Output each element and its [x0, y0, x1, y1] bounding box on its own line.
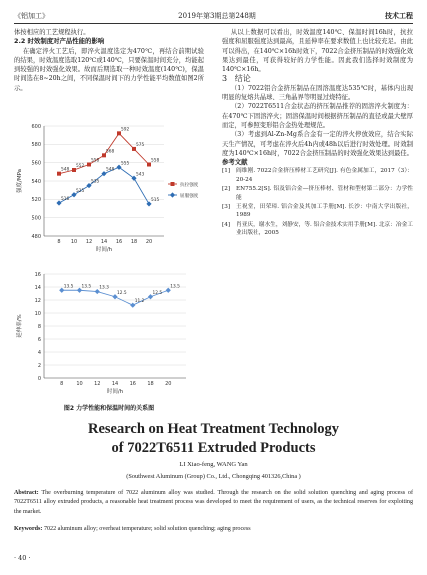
issue-info: 2019年第3期总第248期: [178, 12, 256, 20]
header-rule: [14, 23, 413, 24]
data-label: 548: [106, 167, 115, 173]
section-number: 3: [222, 74, 228, 84]
y-tick-label: 500: [31, 215, 41, 222]
elongation-chart: [14, 268, 204, 400]
x-axis-label: 时间/h: [95, 247, 113, 253]
english-keywords: [14, 526, 413, 532]
data-label: 13.5: [170, 284, 180, 290]
x-tick-label: 16: [115, 239, 123, 245]
y-tick-label: 0: [37, 375, 41, 382]
y-tick-label: 6: [37, 336, 41, 343]
legend-label: 屈服强度: [180, 193, 199, 199]
y-tick-label: 540: [31, 178, 41, 185]
data-label: 548: [61, 167, 70, 173]
data-label: 552: [76, 164, 85, 169]
y-tick-label: 480: [31, 233, 41, 240]
x-tick-label: 20: [165, 381, 172, 387]
data-label: 558: [91, 158, 100, 164]
reference-number: [2]: [222, 186, 231, 193]
english-title-line-1: Research on Heat Treatment Technology: [87, 421, 340, 437]
legend-swatch-marker: [170, 192, 175, 197]
legend-swatch-marker: [171, 182, 175, 186]
data-label: 13.3: [99, 285, 109, 291]
data-label: 535: [91, 179, 100, 185]
y-tick-label: 8: [37, 323, 41, 330]
reference-number: [3]: [222, 203, 231, 210]
conclusion-3: （3）考虑到Al-Zn-Mg系合金有一定的淬火停放效应，结合实际天生产情况，可考虑在淬火后4h内或48h以后进行时效处理。时效制度为140℃×16h时，7022合金挤压制品的时效强化效果达到最佳。: [222, 131, 413, 157]
english-abstract: [14, 489, 413, 517]
page-number: · 40 ·: [14, 554, 31, 562]
x-tick-label: 8: [57, 239, 61, 245]
english-title: [0, 420, 427, 458]
reference-number: [1]: [222, 168, 231, 175]
data-label: 543: [136, 172, 145, 178]
x-tick-label: 10: [70, 239, 78, 245]
y-tick-label: 4: [37, 349, 41, 356]
keywords-label: Keywords:: [14, 526, 43, 532]
x-tick-label: 12: [85, 239, 93, 245]
conclusion-2: （2）7022T6511合金状态的挤压制品推荐的固溶淬火制度为：在470℃下固溶淬火；固溶保温时间根据挤压制品的直径或最大壁厚而定，可参照变形铝合金热处理规范。: [222, 103, 413, 129]
journal-name: 《铝加工》: [14, 12, 49, 20]
strength-chart-svg: [14, 120, 204, 258]
references-heading: 参考文献: [222, 158, 248, 167]
x-tick-label: 14: [100, 239, 108, 245]
x-tick-label: 16: [129, 381, 136, 387]
y-tick-label: 520: [31, 197, 41, 204]
left-column: [14, 28, 204, 93]
data-label: 575: [136, 142, 145, 148]
reference-text: EN755.2[S]. 铝及铝合金—挤压棒材、管材和型材第二部分：力学性能: [236, 186, 413, 201]
reference-item: [222, 221, 413, 238]
abstract-text: The overburning temperature of 7022 aluminum alloy was studied. Through the research on the solid solution quenching and aging process of 7022T6511 alloy extruded products, a reasonable heat treatment process was developed to meet the requirement of users, as the technical reserves for exploiting the market.: [14, 490, 413, 515]
y-axis-label: 延伸率/%: [17, 314, 23, 338]
section-name: 技术工程: [384, 12, 413, 20]
keywords-text: 7022 aluminum alloy; overheat temperature; solid solution quenching; aging process: [42, 526, 251, 532]
y-axis-label: 强度/MPa: [17, 168, 23, 194]
reference-number: [4]: [222, 221, 231, 228]
x-tick-label: 10: [76, 381, 83, 387]
body-paragraph: 在确定淬火工艺后，即淬火温度选定为470℃，再结合前期试验的结果，时效温度选取120℃或140℃，只要保温时间充分，均能起到较强的时效强化效果。故而后期选取一种时效温度(140℃)，保温时间选在8~20h之间，不同保温时间下的力学性能平均数值如图2所示。: [14, 47, 204, 92]
y-tick-label: 10: [34, 310, 41, 317]
y-tick-label: 2: [37, 362, 41, 369]
x-tick-label: 18: [147, 381, 154, 387]
right-column: [222, 28, 413, 238]
strength-chart: [14, 120, 204, 258]
data-label: 555: [121, 161, 130, 167]
y-tick-label: 560: [31, 160, 41, 167]
conclusion-1: （1）7022铝合金挤压制品在固溶温度达535℃时，基体内出现明显的复熔共晶球、三角晶界等明显过烧特征。: [222, 84, 413, 102]
reference-text: 阎维刚. 7022合金挤压棒材工艺研究[J]. 有色金属加工，2017（3）：20-24: [236, 168, 413, 184]
data-label: 525: [76, 188, 85, 194]
data-label: 12.5: [152, 290, 163, 296]
reference-text: 王祝堂，田荣璋. 铝合金及其加工手册[M]. 长沙：中南大学出版社，1989: [236, 203, 413, 219]
section-title: 结论: [234, 74, 251, 84]
running-header: [14, 10, 413, 22]
data-label: 11.2: [134, 299, 145, 305]
x-axis-label: 时间/h: [106, 389, 124, 395]
y-tick-label: 600: [31, 123, 41, 130]
data-label: 558: [151, 158, 160, 164]
reference-item: [222, 203, 413, 220]
x-tick-label: 18: [130, 239, 138, 245]
data-label: 516: [61, 197, 70, 202]
data-label: 13.5: [81, 284, 92, 290]
english-authors: LI Xiao-feng, WANG Yan: [179, 461, 248, 468]
data-label: 592: [121, 127, 130, 133]
x-tick-label: 14: [111, 381, 119, 387]
data-label: 568: [106, 149, 115, 155]
y-tick-label: 14: [34, 284, 41, 291]
x-tick-label: 12: [94, 381, 101, 387]
reference-item: [222, 167, 413, 184]
x-tick-label: 20: [145, 239, 153, 245]
results-paragraph: 从以上数据可以看出，时效温度140℃、保温时间16h时，抗拉强度和屈服强度达到最高，且延伸率在要求数值上也比较充足。由此可以得出，在140℃×16h时效下，7022合金挤压制品的时效强化效果达到最佳，可获得较好的力学性能。因此我们选择时效制度为140℃×16h。: [222, 29, 413, 74]
y-tick-label: 580: [31, 142, 41, 149]
section-3-heading: [222, 74, 413, 83]
y-tick-label: 12: [34, 297, 41, 304]
reference-item: [222, 185, 413, 202]
elongation-chart-svg: [14, 268, 204, 400]
data-label: 12.5: [117, 290, 127, 296]
section-heading-2-2: 2.2 时效制度对产品性能的影响: [14, 37, 105, 46]
lead-line: 体按相应的工艺规程执行。: [14, 29, 90, 36]
abstract-label: Abstract:: [14, 490, 39, 496]
data-label: 13.5: [63, 284, 74, 290]
reference-text: 肖亚庆，谢水生，刘静安，等. 铝合金技术实用手册[M]. 北京：冶金工业出版社，2005: [236, 221, 413, 237]
english-affiliation: (Southwest Aluminum (Group) Co., Ltd., Chongqing 401326,China ): [126, 473, 301, 480]
figure-caption: 图2 力学性能和保温时间的关系图: [63, 405, 155, 412]
english-title-line-2: of 7022T6511 Extruded Products: [111, 440, 316, 456]
x-tick-label: 8: [60, 381, 64, 387]
data-label: 515: [151, 197, 160, 203]
y-tick-label: 16: [34, 271, 41, 278]
legend-label: 抗拉强度: [180, 182, 199, 188]
